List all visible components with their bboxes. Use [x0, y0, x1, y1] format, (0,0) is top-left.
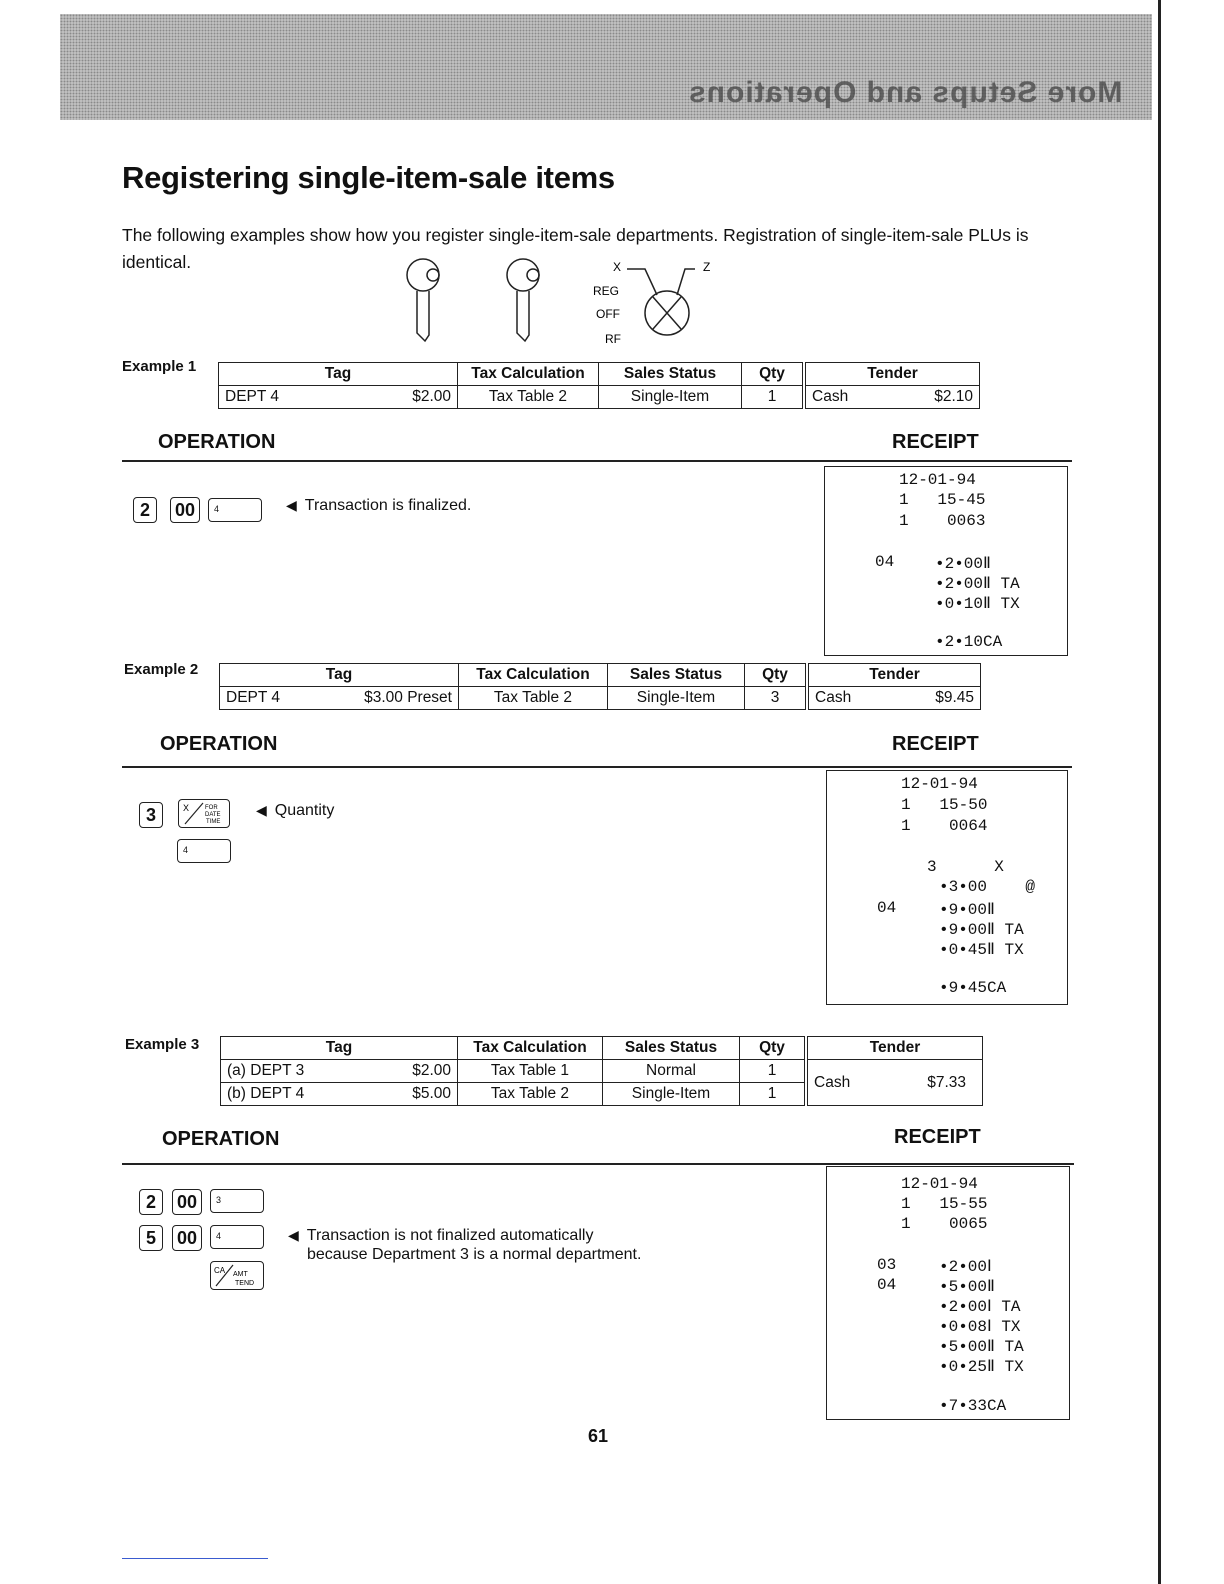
key-00[interactable]: 00	[172, 1225, 202, 1251]
example-3-receipt	[826, 1166, 1070, 1420]
x-for-date-time-key[interactable]	[178, 799, 230, 828]
receipt-heading: RECEIPT	[894, 1126, 981, 1148]
banner-title: More Setups and Operations	[687, 76, 1122, 109]
receipt-line: •3•00 @	[939, 878, 1036, 896]
mode-rf: RF	[605, 332, 621, 346]
example-2-note: ◀ Quantity	[256, 802, 335, 819]
dept-key-4[interactable]: 4	[208, 498, 262, 522]
mode-key-illustration	[395, 255, 725, 347]
table-row	[221, 1060, 983, 1083]
svg-text:TIME: TIME	[206, 819, 221, 825]
dept-price: $2.00	[412, 1062, 451, 1079]
section-banner	[60, 14, 1152, 120]
example-3-note: ◀ Transaction is not finalized automatically because Department 3 is a normal department.	[288, 1227, 642, 1263]
receipt-line: 1 15-45	[899, 491, 986, 509]
receipt-total: •7•33CA	[939, 1397, 1007, 1415]
dept-name: (a) DEPT 3	[227, 1062, 305, 1079]
qty-cell: 3	[745, 687, 808, 710]
section-rule	[122, 460, 1072, 462]
status-cell: Single-Item	[608, 687, 745, 710]
qty-cell: 1	[740, 1060, 807, 1083]
ca-amt-tend-key[interactable]	[210, 1261, 264, 1290]
receipt-line: •2•00Ⅰ	[939, 1258, 992, 1276]
receipt-line: •0•08Ⅰ TX	[939, 1318, 1021, 1336]
tax-cell: Tax Table 2	[459, 687, 608, 710]
mode-x: X	[613, 260, 622, 274]
tax-cell: Tax Table 1	[458, 1060, 603, 1083]
receipt-line: •0•10Ⅱ TX	[935, 595, 1020, 613]
dept-price: $3.00 Preset	[364, 689, 452, 706]
header-tax: Tax Calculation	[458, 1037, 603, 1060]
key-2[interactable]: 2	[133, 497, 157, 523]
dept-name: DEPT 4	[226, 689, 280, 706]
svg-text:FOR: FOR	[205, 805, 218, 811]
receipt-line: •9•00Ⅱ	[939, 901, 995, 919]
dept-key-4[interactable]: 4	[210, 1225, 264, 1249]
example-1-label: Example 1	[122, 358, 197, 375]
dept-name: (b) DEPT 4	[227, 1085, 305, 1102]
header-tender: Tender	[807, 664, 981, 687]
receipt-line: 1 0065	[901, 1215, 988, 1233]
receipt-line: 1 0064	[901, 817, 988, 835]
section-rule	[122, 766, 1072, 768]
header-tag: Tag	[219, 363, 458, 386]
receipt-heading: RECEIPT	[892, 431, 979, 453]
receipt-line: •5•00Ⅱ	[939, 1278, 995, 1296]
key-2[interactable]: 2	[139, 1189, 163, 1215]
header-qty: Qty	[745, 664, 808, 687]
tender-type: Cash	[814, 1073, 851, 1091]
receipt-line: 1 15-50	[901, 796, 988, 814]
key-00[interactable]: 00	[170, 497, 200, 523]
tender-amount: $9.45	[935, 689, 974, 706]
header-tax: Tax Calculation	[458, 363, 599, 386]
receipt-line: 3 X	[927, 858, 1004, 876]
pointer-icon: ◀	[288, 1227, 299, 1243]
receipt-line: •0•25Ⅱ TX	[939, 1358, 1024, 1376]
key-00[interactable]: 00	[172, 1189, 202, 1215]
dept-price: $2.00	[412, 388, 451, 405]
svg-text:TEND: TEND	[235, 1280, 255, 1287]
x-date-time-icon	[179, 800, 229, 827]
qty-cell: 1	[742, 386, 805, 409]
receipt-line: •0•45Ⅱ TX	[939, 941, 1024, 959]
operation-heading: OPERATION	[158, 431, 276, 453]
mode-off: OFF	[596, 307, 620, 321]
mode-z: Z	[703, 260, 711, 274]
receipt-heading: RECEIPT	[892, 733, 979, 755]
svg-text:CA: CA	[214, 1266, 226, 1275]
cash-tend-icon	[211, 1262, 263, 1289]
page-title: Registering single-item-sale items	[122, 160, 615, 195]
operation-heading: OPERATION	[160, 733, 278, 755]
dept-key-4[interactable]: 4	[177, 839, 231, 863]
tax-cell: Tax Table 2	[458, 1083, 603, 1106]
om-key-icon	[407, 259, 439, 341]
status-cell: Normal	[603, 1060, 740, 1083]
svg-text:AMT: AMT	[233, 1271, 248, 1278]
svg-text:X: X	[183, 803, 190, 813]
key-3[interactable]: 3	[139, 802, 163, 828]
receipt-line: •2•00Ⅰ TA	[939, 1298, 1021, 1316]
tender-type: Cash	[812, 388, 849, 405]
tender-amount: $2.10	[934, 388, 973, 405]
status-cell: Single-Item	[599, 386, 742, 409]
example-1-note: ◀ Transaction is finalized.	[286, 497, 472, 514]
status-cell: Single-Item	[603, 1083, 740, 1106]
pointer-icon: ◀	[286, 497, 297, 513]
bottom-link-line	[122, 1558, 268, 1559]
receipt-dept: 04	[877, 1276, 897, 1294]
qty-cell: 1	[740, 1083, 807, 1106]
header-tax: Tax Calculation	[459, 664, 608, 687]
receipt-dept: 04	[875, 553, 895, 571]
header-status: Sales Status	[603, 1037, 740, 1060]
receipt-date: 12-01-94	[901, 775, 978, 793]
page-number: 61	[588, 1426, 609, 1446]
header-tag: Tag	[221, 1037, 458, 1060]
receipt-line: 1 15-55	[901, 1195, 988, 1213]
operation-heading: OPERATION	[162, 1128, 280, 1150]
mode-selector-icon	[627, 269, 695, 335]
receipt-total: •2•10CA	[935, 633, 1003, 651]
section-rule	[122, 1163, 1074, 1165]
header-qty: Qty	[742, 363, 805, 386]
example-1-receipt	[824, 466, 1068, 656]
header-qty: Qty	[740, 1037, 807, 1060]
header-tender: Tender	[804, 363, 980, 386]
intro-text: The following examples show how you register single-item-sale departments. Registration of single-item-sale PLUs is identical.	[122, 225, 1029, 272]
mode-reg: REG	[593, 284, 620, 298]
table-row	[219, 386, 980, 409]
example-1-table	[218, 362, 980, 409]
tender-type: Cash	[815, 689, 852, 706]
dept-price: $5.00	[412, 1085, 451, 1102]
receipt-date: 12-01-94	[899, 471, 976, 489]
dept-key-3[interactable]: 3	[210, 1189, 264, 1213]
receipt-date: 12-01-94	[901, 1175, 978, 1193]
receipt-line: •2•00Ⅱ TA	[935, 575, 1020, 593]
example-2-label: Example 2	[124, 661, 199, 678]
receipt-line: 1 0063	[899, 512, 986, 530]
example-2-receipt	[826, 770, 1068, 1005]
receipt-line: •2•00Ⅱ	[935, 555, 991, 573]
receipt-line: •5•00Ⅱ TA	[939, 1338, 1024, 1356]
dept-name: DEPT 4	[225, 388, 279, 405]
header-status: Sales Status	[608, 664, 745, 687]
op-key-icon	[507, 259, 539, 341]
receipt-line: •9•00Ⅱ TA	[939, 921, 1024, 939]
tender-amount: $7.33	[927, 1073, 966, 1091]
example-2-table	[219, 663, 981, 710]
svg-text:DATE: DATE	[205, 812, 221, 818]
receipt-dept: 04	[877, 899, 897, 917]
tax-cell: Tax Table 2	[458, 386, 599, 409]
table-row	[220, 687, 981, 710]
header-tag: Tag	[220, 664, 459, 687]
example-3-table	[220, 1036, 983, 1106]
key-5[interactable]: 5	[139, 1225, 163, 1251]
header-tender: Tender	[806, 1037, 983, 1060]
receipt-total: •9•45CA	[939, 979, 1007, 997]
example-3-label: Example 3	[125, 1036, 200, 1053]
receipt-dept: 03	[877, 1256, 897, 1274]
pointer-icon: ◀	[256, 802, 267, 818]
header-status: Sales Status	[599, 363, 742, 386]
